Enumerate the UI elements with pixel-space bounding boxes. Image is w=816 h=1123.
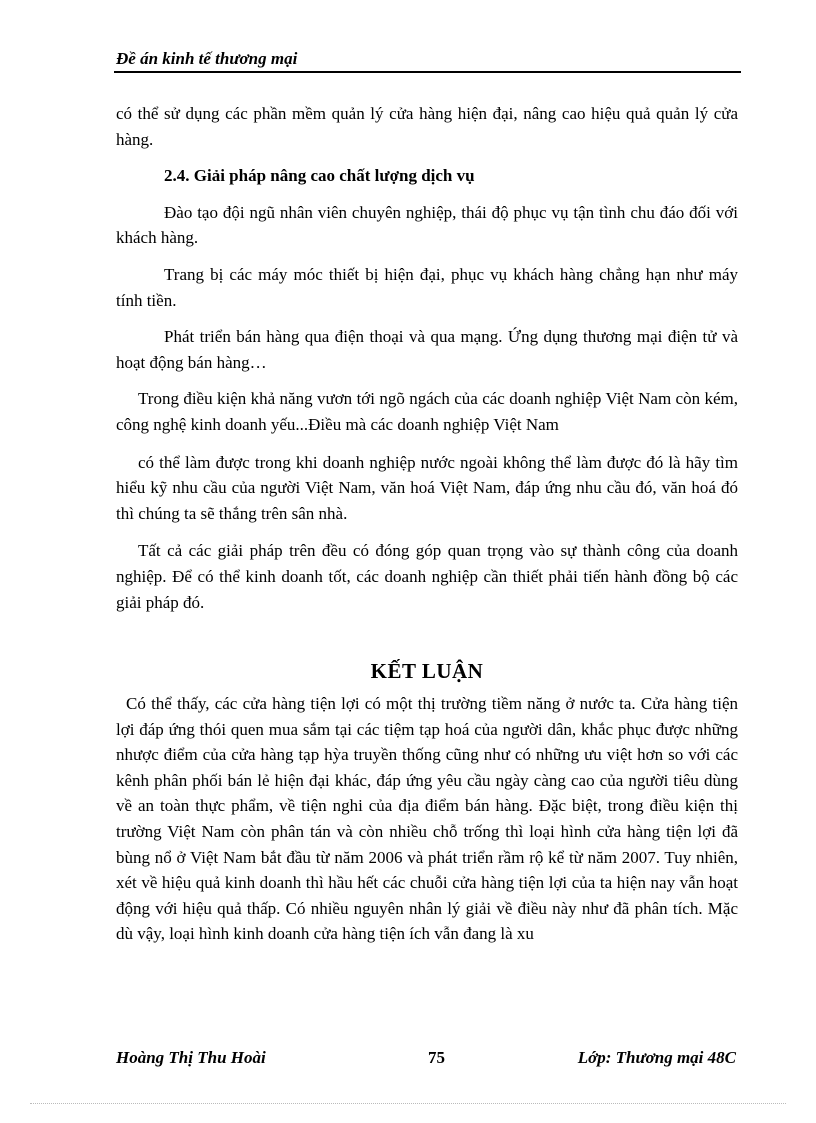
paragraph-ecommerce: Phát triển bán hàng qua điện thoại và qua mạng. Ứng dụng thương mại điện tử và hoạt động bán hàng… [116,327,738,372]
page-body [116,101,738,947]
paragraph-equipment: Trang bị các máy móc thiết bị hiện đại, phục vụ khách hàng chẳng hạn như máy tính tiền. [116,264,738,310]
paragraph-local-advantage: có thể làm được trong khi doanh nghiệp nước ngoài không thể làm được đó là hãy tìm hiểu kỹ nhu cầu của người Việt Nam, văn hoá Việt Nam, đáp ứng nhu cầu đó, văn hoá đó thì chúng ta sẽ thắng trên sân nhà. [116,452,738,523]
footer-author: Hoàng Thị Thu Hoài [116,1048,266,1067]
page-bottom-divider [30,1103,786,1104]
paragraph-solutions-summary: Tất cả các giải pháp trên đều có đóng góp quan trọng vào sự thành công của doanh nghiệp. Để có thể kinh doanh tốt, các doanh nghiệp cần thiết phải tiến hành đồng bộ các giải pháp đó. [116,541,738,612]
footer-class-label: Lớp: Thương mại 48C [577,1048,736,1067]
paragraph-staff-training: Đào tạo đội ngũ nhân viên chuyên nghiệp, thái độ phục vụ tận tình chu đáo đối với khách hàng. [116,202,738,248]
conclusion-title: KẾT LUẬN [370,659,484,684]
paragraph-vietnam-enterprises: Trong điều kiện khả năng vươn tới ngõ ngách của các doanh nghiệp Việt Nam còn kém, công nghệ kinh doanh yếu...Điều mà các doanh nghiệp Việt Nam [116,389,738,434]
paragraph-store-management: có thể sử dụng các phần mềm quản lý cửa hàng hiện đại, nâng cao hiệu quả quản lý cửa hàng. [116,104,738,149]
section-heading-service-quality: 2.4. Giải pháp nâng cao chất lượng dịch vụ [164,166,475,186]
paragraph-conclusion: Có thể thấy, các cửa hàng tiện lợi có một thị trường tiềm năng ở nước ta. Cửa hàng tiện lợi đáp ứng thói quen mua sắm tại các tiệm tạp hoá của người dân, khắc phục được những nhược điểm của cửa hàng tạp hỳa truyền thống cũng như có những ưu việt hơn so với các kênh phân phối bán lẻ hiện đại khác, đáp ứng yêu cầu ngày càng cao của người tiêu dùng về an toàn thực phẩm, về tiện nghi của địa điểm bán hàng. Đặc biệt, trong điều kiện thị trường Việt Nam còn phân tán và còn nhiều chỗ trống thì loại hình cửa hàng tiện lợi đã bùng nổ ở Việt Nam bắt đầu từ năm 2006 và phát triển rầm rộ kể từ năm 2007. Tuy nhiên, xét về hiệu quả kinh doanh thì hầu hết các chuỗi cửa hàng tiện lợi của ta hiện nay vẫn hoạt động với hiệu quả thấp. Có nhiều nguyên nhân lý giải về điều này như đã phân tích. Mặc dù vậy, loại hình kinh doanh cửa hàng tiện ích vẫn đang là xu [116,694,738,944]
header-divider [114,71,741,73]
page-header-title: Đề án kinh tế thương mại [116,49,298,68]
footer-page-number: 75 [428,1048,445,1067]
